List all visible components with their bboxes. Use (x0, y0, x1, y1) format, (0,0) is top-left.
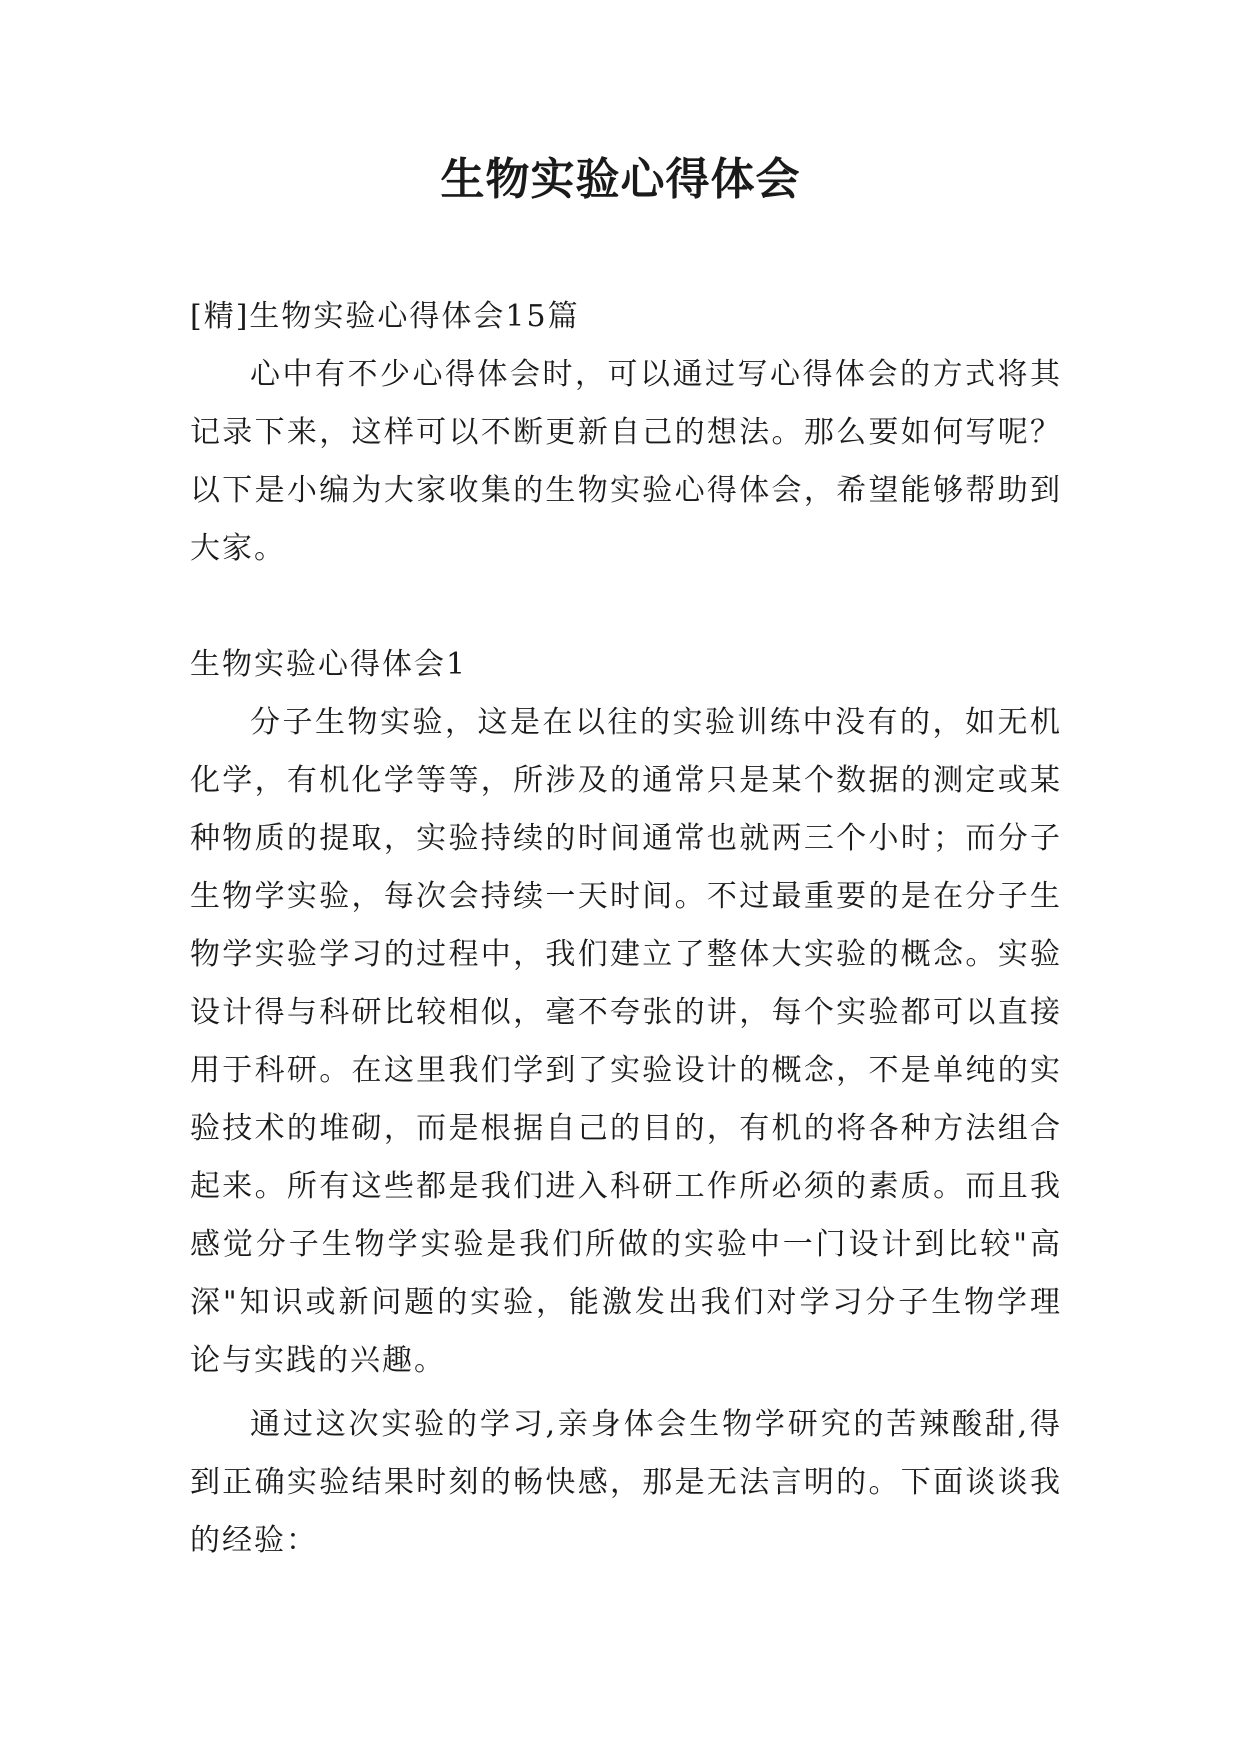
section-spacer (190, 578, 1062, 636)
body-paragraph: 分子生物实验，这是在以往的实验训练中没有的，如无机化学，有机化学等等，所涉及的通常只是某个数据的测定或某种物质的提取，实验持续的时间通常也就两三个小时；而分子生物学实验，每次会持续一天时间。不过最重要的是在分子生物学实验学习的过程中，我们建立了整体大实验的概念。实验设计得与科研比较相似，毫不夸张的讲，每个实验都可以直接用于科研。在这里我们学到了实验设计的概念，不是单纯的实验技术的堆砌，而是根据自己的目的，有机的将各种方法组合起来。所有这些都是我们进入科研工作所必须的素质。而且我感觉分子生物学实验是我们所做的实验中一门设计到比较"高深"知识或新问题的实验，能激发出我们对学习分子生物学理论与实践的兴趣。 (190, 705, 1062, 1378)
document-subtitle: [精]生物实验心得体会15篇 (190, 299, 580, 334)
body-paragraph: 通过这次实验的学习,亲身体会生物学研究的苦辣酸甜,得到正确实验结果时刻的畅快感，那是无法言明的。下面谈谈我的经验： (190, 1407, 1062, 1558)
document-title: 生物实验心得体会 (440, 154, 801, 205)
document-body (190, 288, 1062, 1570)
intro-paragraph: 心中有不少心得体会时，可以通过写心得体会的方式将其记录下来，这样可以不断更新自己的想法。那么要如何写呢？以下是小编为大家收集的生物实验心得体会，希望能够帮助到大家。 (190, 357, 1062, 566)
section-heading: 生物实验心得体会1 (190, 647, 468, 682)
